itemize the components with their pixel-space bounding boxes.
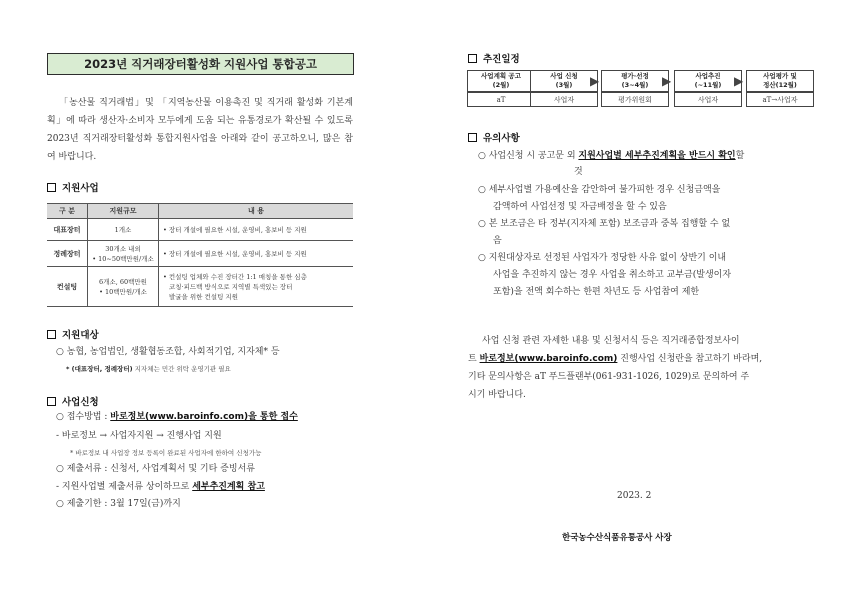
arrow-right-icon: ▶ bbox=[590, 74, 600, 88]
notice-date: 2023. 2 bbox=[617, 491, 652, 501]
row-content: • 장터 개설에 필요한 시설, 운영비, 홍보비 등 지원 bbox=[159, 219, 354, 241]
row-category: 정례장터 bbox=[47, 241, 88, 267]
note-1-text: ○ 사업신청 시 공고문 외 bbox=[478, 151, 579, 161]
apply-path: - 바로정보 → 사업자지원 → 진행사업 지원 bbox=[56, 431, 222, 441]
row-content: • 장터 개설에 필요한 시설, 운영비, 홍보비 등 지원 bbox=[159, 241, 354, 267]
baroinfo-link[interactable]: 바로정보(www.baroinfo.com) bbox=[479, 354, 618, 364]
flow-step-title: 평가·선정 bbox=[621, 72, 649, 80]
content-line: 발굴을 위한 컨설팅 지원 bbox=[169, 292, 238, 301]
flow-step bbox=[530, 70, 598, 92]
table-header-row bbox=[47, 204, 353, 219]
flow-step-owner: 평가위원회 bbox=[601, 92, 669, 107]
flow-step bbox=[746, 70, 814, 92]
flow-step bbox=[467, 70, 535, 92]
apply-documents-note bbox=[56, 481, 265, 493]
flow-step-title: 사업추진 bbox=[695, 72, 721, 80]
row-category: 대표장터 bbox=[47, 219, 88, 241]
note-4-cont: 포함)을 전액 회수하는 한편 차년도 등 사업참여 제한 bbox=[493, 287, 700, 297]
apply-documents-note-text: - 지원사업별 제출서류 상이하므로 bbox=[56, 482, 193, 492]
page-title: 2023년 직거래장터활성화 지원사업 통합공고 bbox=[47, 53, 354, 75]
note-4-cont: 사업을 추진하지 않는 경우 사업을 취소하고 교부금(발생이자 bbox=[493, 270, 732, 280]
apply-method bbox=[56, 411, 298, 423]
scale-line: • 10~50백만원/개소 bbox=[92, 254, 154, 263]
scale-line: 6개소, 60백만원 bbox=[99, 277, 147, 286]
flow-step-period: (2월) bbox=[492, 81, 510, 89]
table-row bbox=[47, 241, 353, 267]
apply-documents-note-link: 세부추진계획 참고 bbox=[192, 482, 265, 492]
flow-step-period: (~11월) bbox=[694, 81, 722, 89]
note-2: ○ 세부사업별 가용예산을 감안하여 불가피한 경우 신청금액을 bbox=[478, 185, 721, 195]
note-1-end: 할 bbox=[735, 151, 745, 161]
row-scale bbox=[88, 267, 159, 307]
flow-step-title: 사업평가 및 bbox=[763, 72, 797, 80]
note-3-cont: 음 bbox=[493, 236, 502, 246]
flow-step-owner: aT→사업자 bbox=[746, 92, 814, 107]
note-3: ○ 본 보조금은 타 정부(지자체 포함) 보조금과 중복 집행할 수 없 bbox=[478, 219, 731, 229]
row-category: 컨설팅 bbox=[47, 267, 88, 307]
closing-line bbox=[468, 353, 762, 365]
checkbox-square-icon bbox=[47, 183, 56, 192]
flow-step bbox=[601, 70, 672, 92]
target-note-text: 지자체는 민간 위탁 운영기관 필요 bbox=[134, 365, 231, 373]
note-4: ○ 지원대상자로 선정된 사업자가 정당한 사유 없이 상반기 이내 bbox=[478, 253, 727, 263]
checkbox-square-icon bbox=[47, 397, 56, 406]
checkbox-square-icon bbox=[468, 54, 477, 63]
arrow-right-icon: ▶ bbox=[734, 74, 744, 88]
table-header-cell: 내 용 bbox=[159, 204, 354, 219]
apply-documents: ○ 제출서류 : 신청서, 사업계획서 및 기타 증빙서류 bbox=[56, 464, 255, 474]
content-line: • 컨설팅 업체와 수진 장터간 1:1 매칭을 통한 심층 bbox=[163, 272, 307, 281]
issuer-signature: 한국농수산식품유통공사 사장 bbox=[562, 533, 672, 543]
section-apply-heading: 사업신청 bbox=[47, 394, 99, 408]
flow-step-period: 정산(12월) bbox=[763, 81, 797, 89]
content-line: 코칭·피드백 방식으로 지역별 특색있는 장터 bbox=[169, 282, 293, 291]
checkbox-square-icon bbox=[47, 330, 56, 339]
flow-step-period: (3~4월) bbox=[621, 81, 649, 89]
flow-step-period: (3월) bbox=[555, 81, 573, 89]
apply-method-link: 바로정보(www.baroinfo.com)을 통한 접수 bbox=[110, 412, 298, 422]
section-notes-heading: 유의사항 bbox=[468, 130, 520, 144]
target-note-bold: * (대표장터, 정례장터) bbox=[66, 365, 133, 373]
apply-method-label: ○ 접수방법 : bbox=[56, 412, 111, 422]
apply-deadline: ○ 제출기한 : 3월 17일(금)까지 bbox=[56, 499, 181, 509]
support-table bbox=[47, 203, 353, 307]
flow-step-owner: 사업자 bbox=[674, 92, 742, 107]
flow-step-owner: aT bbox=[467, 92, 535, 107]
arrow-right-icon: ▶ bbox=[662, 74, 672, 88]
section-support-heading: 지원사업 bbox=[47, 180, 99, 194]
flow-step-title: 사업계획 공고 bbox=[481, 72, 521, 80]
target-line: ○ 농협, 농업법인, 생활협동조합, 사회적기업, 지자체* 등 bbox=[56, 347, 280, 357]
note-1 bbox=[478, 150, 744, 162]
flow-step bbox=[674, 70, 742, 92]
section-target-heading: 지원대상 bbox=[47, 327, 99, 341]
row-content bbox=[159, 267, 354, 307]
closing-line: 사업 신청 관련 자세한 내용 및 신청서식 등은 직거래종합정보사이 bbox=[482, 336, 740, 346]
closing-line: 시기 바랍니다. bbox=[468, 390, 526, 400]
scale-line: • 10백만원/개소 bbox=[99, 287, 147, 296]
closing-line: 기타 문의사항은 aT 푸드플랜부(061-931-1026, 1029)로 문의하여 주 bbox=[468, 372, 750, 382]
section-schedule-heading: 추진일정 bbox=[468, 51, 520, 65]
flow-step-title: 사업 신청 bbox=[550, 72, 578, 80]
note-2-cont: 감액하여 사업선정 및 자금배정을 할 수 있음 bbox=[493, 202, 667, 212]
note-1-emphasis: 지원사업별 세부추진계획을 반드시 확인 bbox=[578, 151, 736, 161]
row-scale bbox=[88, 241, 159, 267]
table-row bbox=[47, 267, 353, 307]
table-row bbox=[47, 219, 353, 241]
table-header-cell: 구 분 bbox=[47, 204, 88, 219]
note-1-cont: 것 bbox=[574, 167, 583, 177]
row-scale: 1개소 bbox=[88, 219, 159, 241]
flow-step-owner: 사업자 bbox=[530, 92, 598, 107]
scale-line: 30개소 내외 bbox=[105, 244, 141, 253]
target-note bbox=[66, 364, 231, 373]
table-header-cell: 지원규모 bbox=[88, 204, 159, 219]
intro-paragraph: 「농산물 직거래법」및 「지역농산물 이용촉진 및 직거래 활성화 기본계획」에 따라 생산자·소비자 모두에게 도움 되는 유통경로가 확산될 수 있도록 2023년 직거래장터활성화 통합지원사업을 아래와 같이 공고하오니, 많은 참여 바랍니다. bbox=[47, 98, 353, 162]
closing-text: 진행사업 신청란을 참고하기 바라며, bbox=[617, 354, 763, 364]
apply-path-note: * 바로정보 내 사업장 정보 등록이 완료된 사업자에 한하여 신청가능 bbox=[70, 449, 262, 457]
closing-text: 트 bbox=[468, 354, 480, 364]
checkbox-square-icon bbox=[468, 133, 477, 142]
